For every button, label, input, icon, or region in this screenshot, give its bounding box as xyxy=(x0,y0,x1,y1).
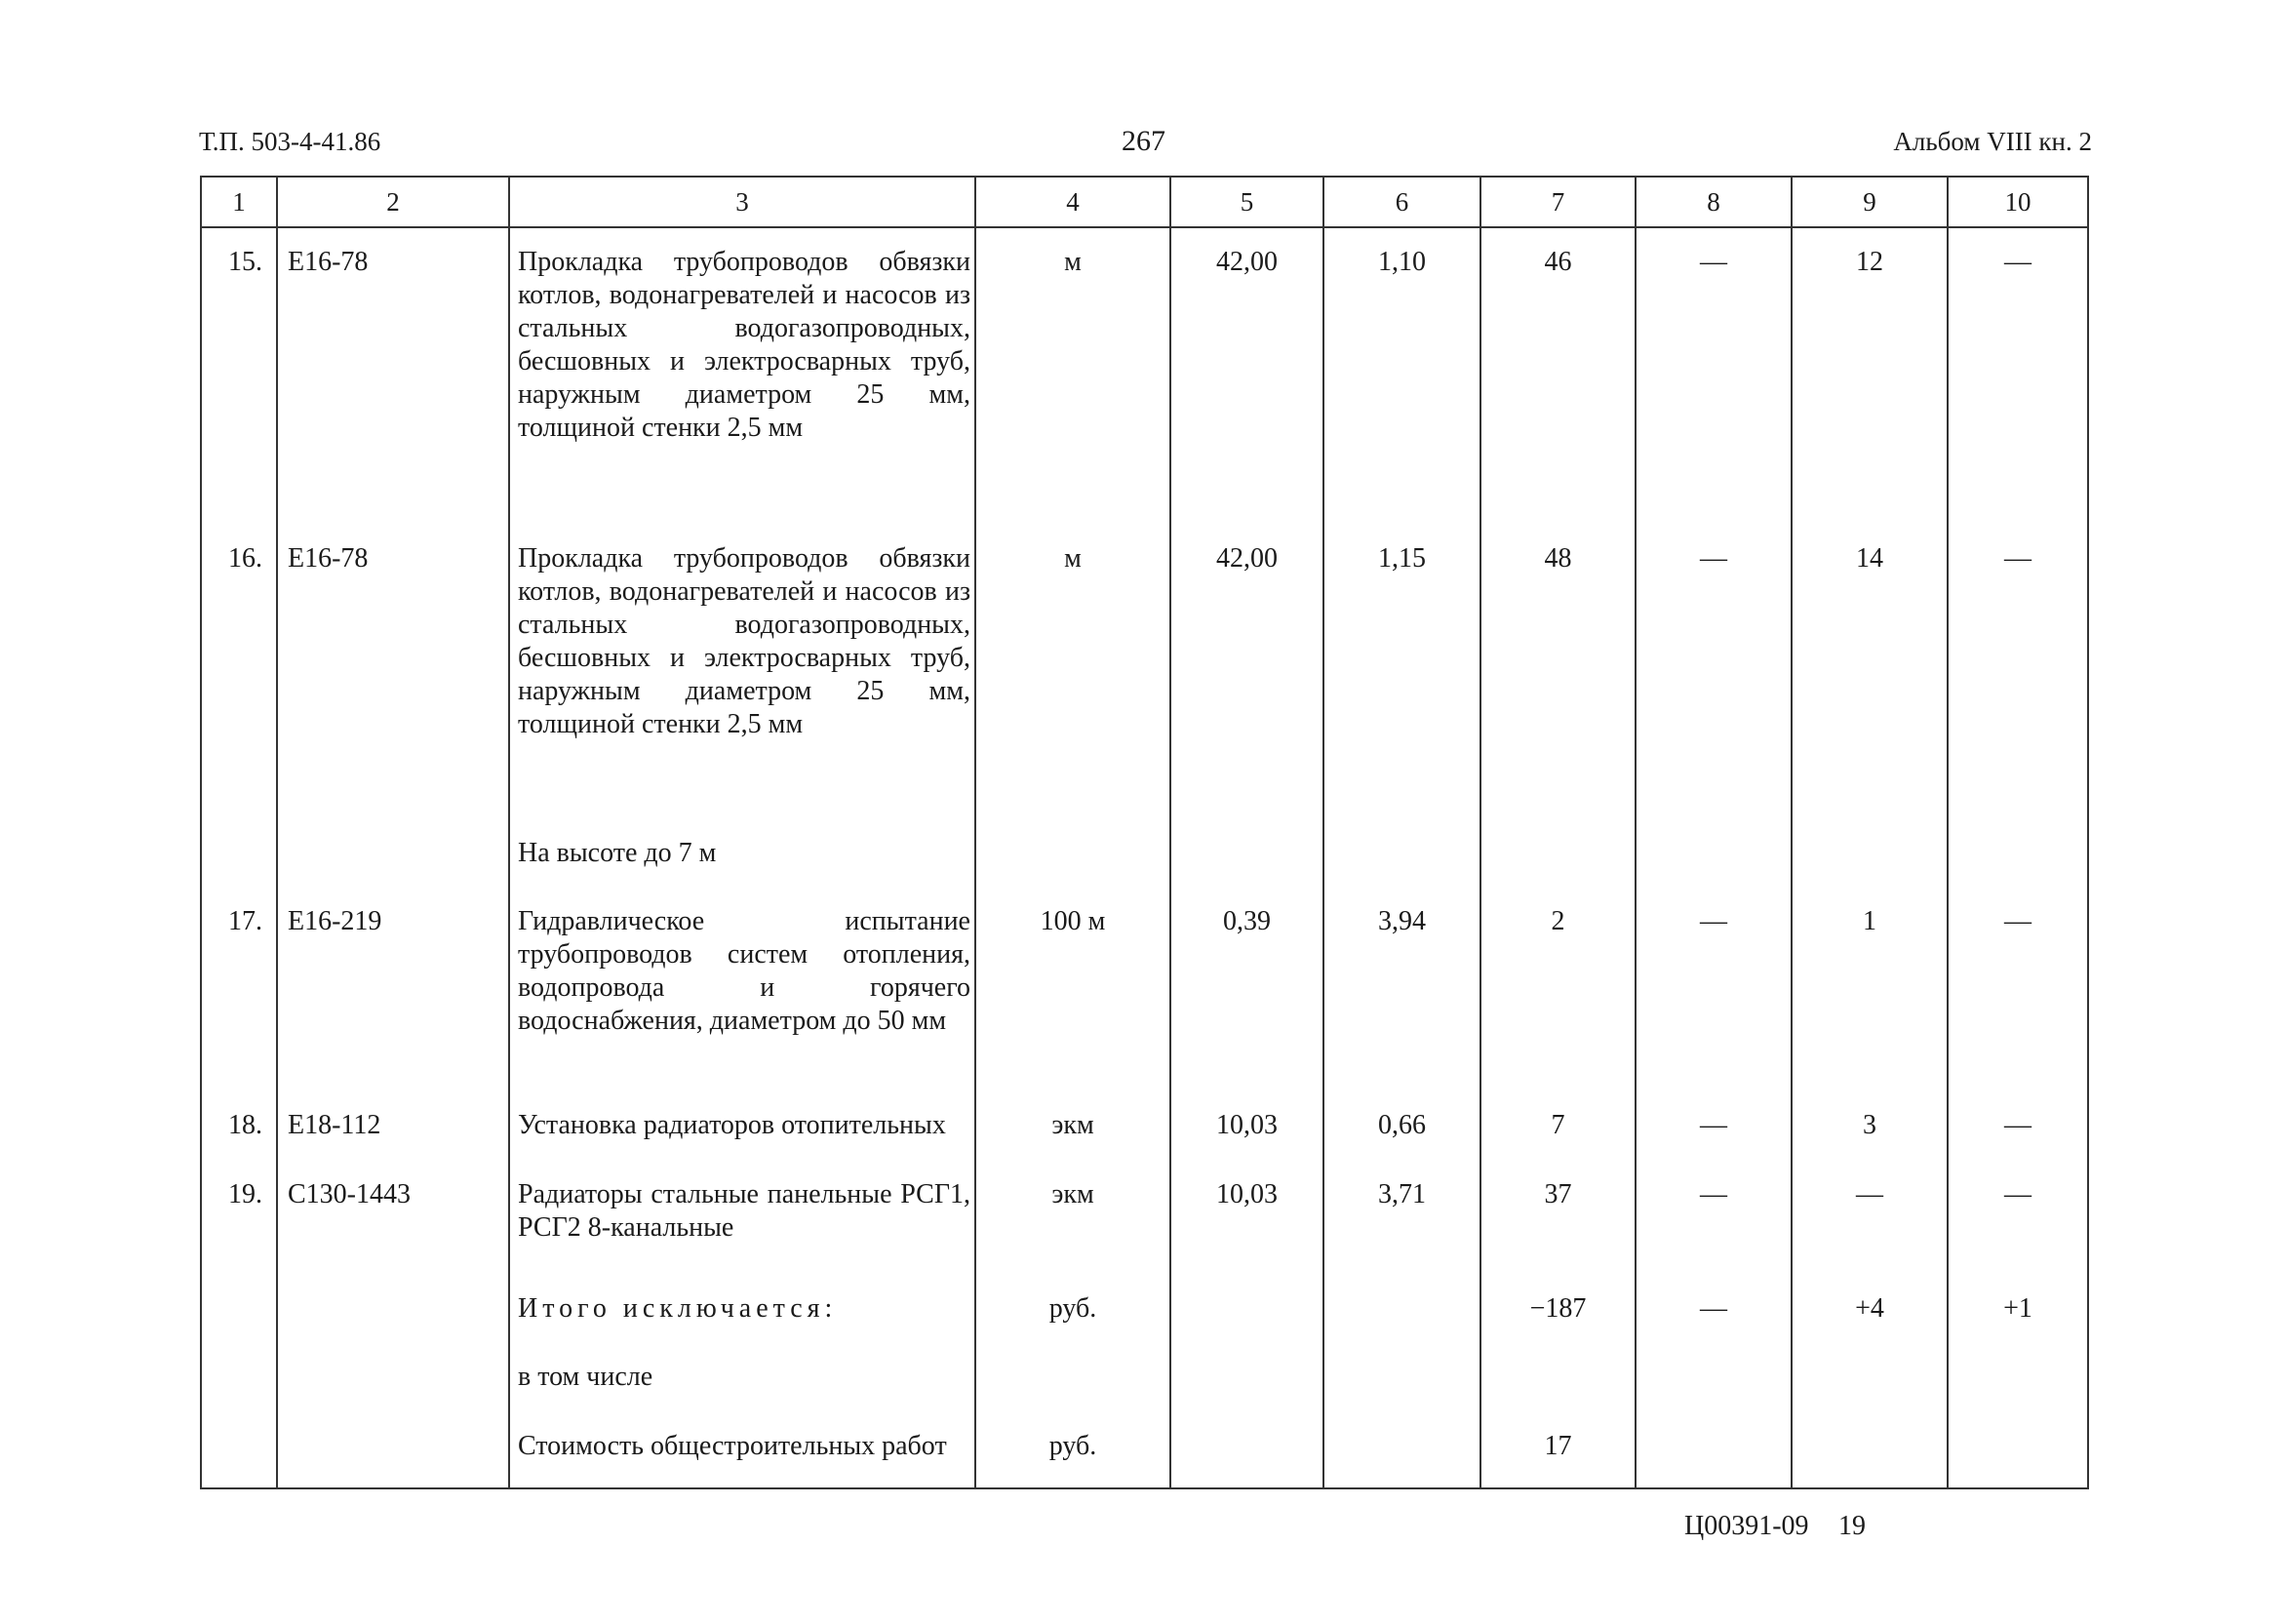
column-8-value xyxy=(1636,825,1792,894)
column-8-value: — xyxy=(1636,531,1792,825)
rate-code: Е18-112 xyxy=(277,1097,509,1167)
work-description: Итого исключается: xyxy=(509,1281,975,1350)
row-number: 15. xyxy=(201,227,277,531)
work-description: Стоимость общестроительных работ xyxy=(509,1418,975,1487)
row-number: 16. xyxy=(201,531,277,825)
quantity: 10,03 xyxy=(1170,1167,1323,1281)
empty-cell xyxy=(1480,1487,1636,1488)
unit-price xyxy=(1323,1281,1480,1350)
unit-price: 3,94 xyxy=(1323,893,1480,1097)
empty-cell xyxy=(975,1487,1170,1488)
column-header: 3 xyxy=(509,177,975,227)
table-filler-row xyxy=(201,1487,2088,1488)
album-label: Альбом VIII кн. 2 xyxy=(1893,127,2092,156)
column-header: 7 xyxy=(1480,177,1636,227)
empty-cell xyxy=(1948,1487,2088,1488)
row-number: 19. xyxy=(201,1167,277,1281)
column-8-value: — xyxy=(1636,227,1792,531)
total-cost: 46 xyxy=(1480,227,1636,531)
column-10-value xyxy=(1948,1418,2088,1487)
quantity: 0,39 xyxy=(1170,893,1323,1097)
empty-cell xyxy=(509,1487,975,1488)
unit-of-measure: м xyxy=(975,227,1170,531)
table-row xyxy=(201,893,2088,1097)
unit-of-measure: руб. xyxy=(975,1281,1170,1350)
column-10-value: — xyxy=(1948,531,2088,825)
empty-cell xyxy=(1170,1487,1323,1488)
work-description: в том числе xyxy=(509,1349,975,1418)
empty-cell xyxy=(1636,1487,1792,1488)
quantity xyxy=(1170,1281,1323,1350)
work-description: На высоте до 7 м xyxy=(509,825,975,894)
unit-of-measure: руб. xyxy=(975,1418,1170,1487)
total-cost: 37 xyxy=(1480,1167,1636,1281)
total-cost: −187 xyxy=(1480,1281,1636,1350)
rate-code: Е16-78 xyxy=(277,227,509,531)
column-9-value xyxy=(1792,1418,1948,1487)
column-8-value: — xyxy=(1636,1281,1792,1350)
column-8-value: — xyxy=(1636,1167,1792,1281)
column-10-value xyxy=(1948,1349,2088,1418)
page-number: 267 xyxy=(1122,125,1165,157)
empty-cell xyxy=(1323,1487,1480,1488)
column-10-value: — xyxy=(1948,1167,2088,1281)
column-10-value: +1 xyxy=(1948,1281,2088,1350)
table-row xyxy=(201,825,2088,894)
unit-price: 1,10 xyxy=(1323,227,1480,531)
column-header: 2 xyxy=(277,177,509,227)
table-body xyxy=(201,227,2088,1488)
unit-of-measure xyxy=(975,825,1170,894)
unit-price: 0,66 xyxy=(1323,1097,1480,1167)
table-row xyxy=(201,1349,2088,1418)
column-9-value: 14 xyxy=(1792,531,1948,825)
empty-cell xyxy=(201,1487,277,1488)
unit-price xyxy=(1323,1418,1480,1487)
unit-of-measure: экм xyxy=(975,1097,1170,1167)
total-cost: 17 xyxy=(1480,1418,1636,1487)
unit-of-measure xyxy=(975,1349,1170,1418)
unit-price xyxy=(1323,825,1480,894)
column-header: 8 xyxy=(1636,177,1792,227)
rate-code: Е16-219 xyxy=(277,893,509,1097)
row-number: 18. xyxy=(201,1097,277,1167)
rate-code xyxy=(277,825,509,894)
column-9-value: 3 xyxy=(1792,1097,1948,1167)
work-description: Гидравлическое испытание трубопроводов систем отопления, водопровода и горячего водоснабжения, диаметром до 50 мм xyxy=(509,893,975,1097)
document-code: Т.П. 503-4-41.86 xyxy=(199,127,381,156)
column-header: 10 xyxy=(1948,177,2088,227)
unit-price: 3,71 xyxy=(1323,1167,1480,1281)
column-10-value: — xyxy=(1948,1097,2088,1167)
unit-of-measure: экм xyxy=(975,1167,1170,1281)
unit-price xyxy=(1323,1349,1480,1418)
total-cost: 48 xyxy=(1480,531,1636,825)
total-cost: 2 xyxy=(1480,893,1636,1097)
row-number xyxy=(201,1349,277,1418)
table-row xyxy=(201,1281,2088,1350)
unit-of-measure: 100 м xyxy=(975,893,1170,1097)
quantity: 10,03 xyxy=(1170,1097,1323,1167)
quantity xyxy=(1170,825,1323,894)
column-9-value xyxy=(1792,825,1948,894)
column-9-value: — xyxy=(1792,1167,1948,1281)
row-number: 17. xyxy=(201,893,277,1097)
total-cost: 7 xyxy=(1480,1097,1636,1167)
column-number-row xyxy=(201,177,2088,227)
empty-cell xyxy=(277,1487,509,1488)
table-row xyxy=(201,1097,2088,1167)
quantity xyxy=(1170,1418,1323,1487)
unit-price: 1,15 xyxy=(1323,531,1480,825)
column-10-value: — xyxy=(1948,893,2088,1097)
column-header: 4 xyxy=(975,177,1170,227)
rate-code xyxy=(277,1349,509,1418)
unit-of-measure: м xyxy=(975,531,1170,825)
total-cost xyxy=(1480,825,1636,894)
table-row xyxy=(201,1418,2088,1487)
quantity: 42,00 xyxy=(1170,531,1323,825)
column-10-value: — xyxy=(1948,227,2088,531)
rate-code: С130-1443 xyxy=(277,1167,509,1281)
rate-code xyxy=(277,1418,509,1487)
column-header: 1 xyxy=(201,177,277,227)
column-header: 9 xyxy=(1792,177,1948,227)
column-header: 5 xyxy=(1170,177,1323,227)
table-row xyxy=(201,531,2088,825)
column-9-value: 1 xyxy=(1792,893,1948,1097)
row-number xyxy=(201,825,277,894)
rate-code: Е16-78 xyxy=(277,531,509,825)
empty-cell xyxy=(1792,1487,1948,1488)
work-description: Прокладка трубопроводов обвязки котлов, водонагревателей и насосов из стальных водогазопроводных, бесшовных и электросварных труб, наружным диаметром 25 мм, толщиной стенки 2,5 мм xyxy=(509,227,975,531)
footer-page-number: 19 xyxy=(1838,1511,1866,1541)
column-9-value xyxy=(1792,1349,1948,1418)
row-number xyxy=(201,1281,277,1350)
work-description: Радиаторы стальные панельные РСГ1, РСГ2 8-канальные xyxy=(509,1167,975,1281)
quantity: 42,00 xyxy=(1170,227,1323,531)
column-8-value xyxy=(1636,1349,1792,1418)
footer-code: Ц00391-09 xyxy=(1684,1511,1809,1541)
rate-code xyxy=(277,1281,509,1350)
work-description: Прокладка трубопроводов обвязки котлов, водонагревателей и насосов из стальных водогазопроводных, бесшовных и электросварных труб, наружным диаметром 25 мм, толщиной стенки 2,5 мм xyxy=(509,531,975,825)
row-number xyxy=(201,1418,277,1487)
column-8-value: — xyxy=(1636,893,1792,1097)
table-row xyxy=(201,1167,2088,1281)
work-description: Установка радиаторов отопительных xyxy=(509,1097,975,1167)
quantity xyxy=(1170,1349,1323,1418)
column-10-value xyxy=(1948,825,2088,894)
column-8-value: — xyxy=(1636,1097,1792,1167)
column-9-value: 12 xyxy=(1792,227,1948,531)
column-8-value xyxy=(1636,1418,1792,1487)
total-cost xyxy=(1480,1349,1636,1418)
column-header: 6 xyxy=(1323,177,1480,227)
table-row xyxy=(201,227,2088,531)
estimate-table xyxy=(200,176,2089,1489)
column-9-value: +4 xyxy=(1792,1281,1948,1350)
